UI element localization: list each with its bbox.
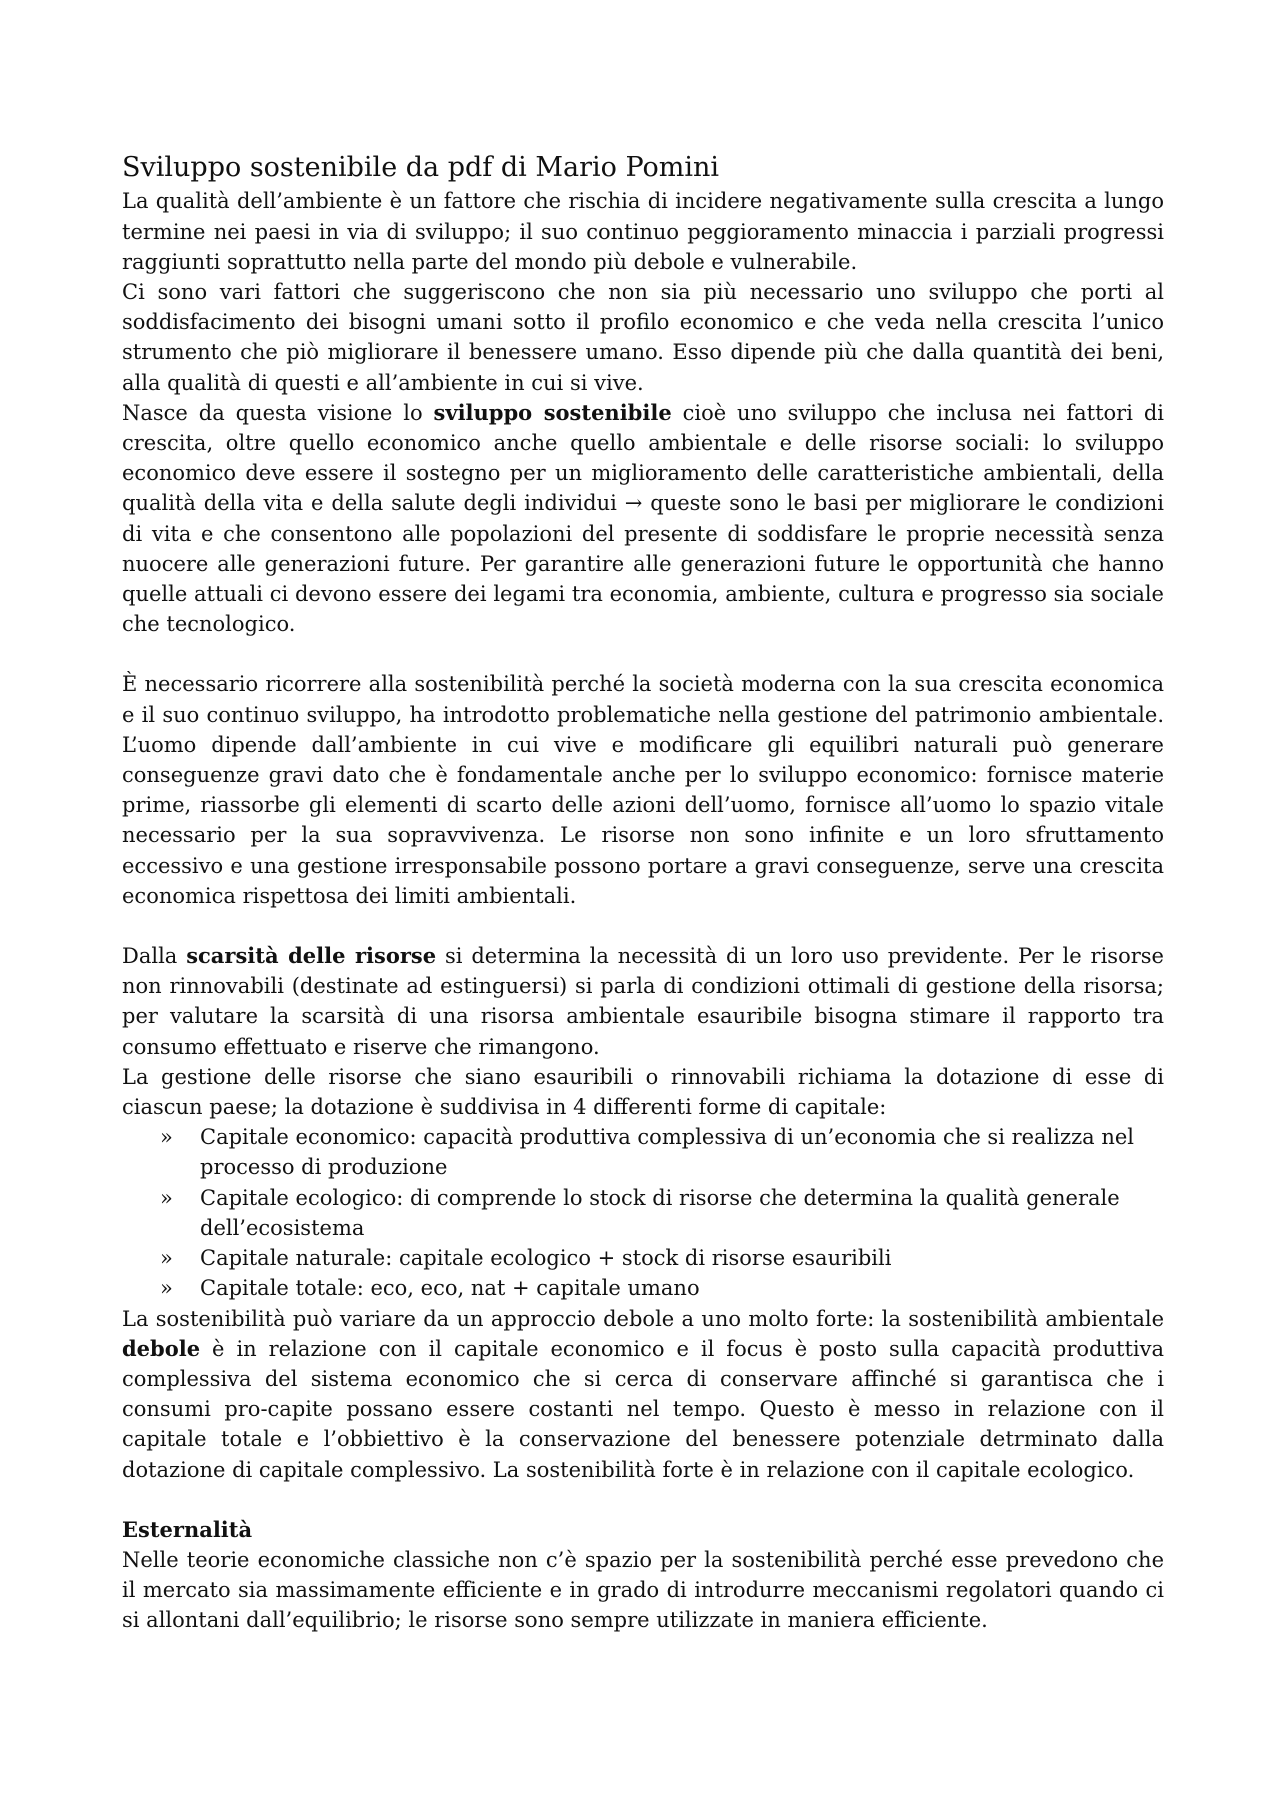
text-segment: queste sono le basi per migliorare le condizioni di vita e che consentono alle popolazioni del presente di soddisfare le proprie necessità senza nuocere alle generazioni future. Per garantire alle generazioni future le opportunità che hanno quelle attuali ci devono essere dei legami tra economia, ambiente, cultura e progresso sia sociale che tecnologico. (122, 491, 1164, 637)
paragraph-necessita-sostenibilita: È necessario ricorrere alla sostenibilità perché la società moderna con la sua crescita economica e il suo continuo sviluppo, ha introdotto problematiche nella gestione del patrimonio ambientale. L’uomo dipende dall’ambiente in cui vive e modificare gli equilibri naturali può generare conseguenze gravi dato che è fondamentale anche per lo sviluppo economico: fornisce materie prime, riassorbe gli elementi di scarto delle azioni dell’uomo, fornisce all’uomo lo spazio vitale necessario per la sua sopravvivenza. Le risorse non sono infinite e un loro sfruttamento eccessivo e una gestione irresponsabile possono portare a gravi conseguenze, serve una crescita economica rispettosa dei limiti ambientali. (122, 672, 1164, 908)
document-title: Sviluppo sostenibile da pdf di Mario Pomini (122, 152, 720, 183)
paragraph-ambiente: La qualità dell’ambiente è un fattore che rischia di incidere negativamente sulla crescita a lungo termine nei paesi in via di sviluppo; il suo continuo peggioramento minaccia i parziali progressi raggiunti soprattutto nella parte del mondo più debole e vulnerabile. (122, 189, 1164, 274)
paragraph-scarsita-risorse (122, 941, 1164, 1062)
capital-forms-list (122, 1122, 1164, 1303)
paragraph-spacer (122, 1485, 1164, 1515)
list-item-text: Capitale totale: eco, eco, nat + capitale umano (200, 1276, 700, 1301)
bold-term-sviluppo-sostenibile: sviluppo sostenibile (433, 399, 672, 425)
paragraph-sostenibilita-debole-forte (122, 1304, 1164, 1485)
paragraph-teorie-classiche: Nelle teorie economiche classiche non c’è spazio per la sostenibilità perché esse prevedono che il mercato sia massimamente efficiente e in grado di introdurre meccanismi regolatori quando ci si allontani dall’equilibrio; le risorse sono sempre utilizzate in maniera efficiente. (122, 1547, 1164, 1633)
text-segment: cioè uno sviluppo che inclusa nei fattori di crescita, oltre quello economico anche quello ambientale e delle risorse sociali: lo sviluppo economico deve essere il sostegno per un miglioramento delle caratteristiche ambientali, della qualità della vita e della salute degli individui (122, 400, 1164, 516)
bold-term-debole: debole (122, 1335, 201, 1361)
arrow-right-icon: → (624, 491, 643, 516)
text-segment: si determina la necessità di un loro uso previdente. Per le risorse non rinnovabili (destinate ad estinguersi) si parla di condizioni ottimali di gestione della risorsa; per valutare la scarsità di una risorsa ambientale esauribile bisogna stimare il rapporto tra consumo effettuato e riserve che rimangono. (122, 944, 1164, 1059)
list-item (122, 1122, 1164, 1182)
section-heading-esternalita: Esternalità (122, 1516, 253, 1542)
bullet-marker-icon: » (160, 1246, 173, 1271)
list-item-text: Capitale economico: capacità produttiva complessiva di un’economia che si realizza nel processo di produzione (200, 1125, 1134, 1180)
list-item (122, 1243, 1164, 1273)
text-segment: La sostenibilità può variare da un approccio debole a uno molto forte: la sostenibilità ambientale (122, 1306, 1164, 1331)
bullet-marker-icon: » (160, 1276, 173, 1301)
bullet-marker-icon: » (160, 1125, 173, 1150)
paragraph-spacer (122, 639, 1164, 669)
paragraph-spacer (122, 911, 1164, 941)
paragraph-sviluppo-sostenibile (122, 398, 1164, 640)
bold-term-scarsita-risorse: scarsità delle risorse (186, 943, 437, 969)
list-item (122, 1273, 1164, 1303)
paragraph-gestione-risorse: La gestione delle risorse che siano esauribili o rinnovabili richiama la dotazione di esse di ciascun paese; la dotazione è suddivisa in 4 differenti forme di capitale: (122, 1064, 1164, 1120)
text-segment: Dalla (122, 944, 187, 969)
text-segment: è in relazione con il capitale economico e il focus è posto sulla capacità produttiva complessiva del sistema economico che si cerca di conservare affinché si garantisca che i consumi pro-capite possano essere costanti nel tempo. Questo è messo in relazione con il capitale totale e l’obbiettivo è la conservazione del benessere potenziale detrminato dalla dotazione di capitale complessivo. La sostenibilità forte è in relazione con il capitale ecologico. (122, 1336, 1164, 1482)
paragraph-fattori: Ci sono vari fattori che suggeriscono che non sia più necessario uno sviluppo che porti al soddisfacimento dei bisogni umani sotto il profilo economico e che veda nella crescita l’unico strumento che piò migliorare il benessere umano. Esso dipende più che dalla quantità dei beni, alla qualità di questi e all’ambiente in cui si vive. (122, 280, 1164, 395)
bullet-marker-icon: » (160, 1185, 173, 1210)
list-item-text: Capitale ecologico: di comprende lo stock di risorse che determina la qualità generale dell’ecosistema (200, 1185, 1120, 1240)
list-item-text: Capitale naturale: capitale ecologico + stock di risorse esauribili (200, 1246, 892, 1271)
text-segment: Nasce da questa visione lo (122, 400, 434, 425)
list-item (122, 1183, 1164, 1243)
document-page (122, 152, 1164, 1636)
